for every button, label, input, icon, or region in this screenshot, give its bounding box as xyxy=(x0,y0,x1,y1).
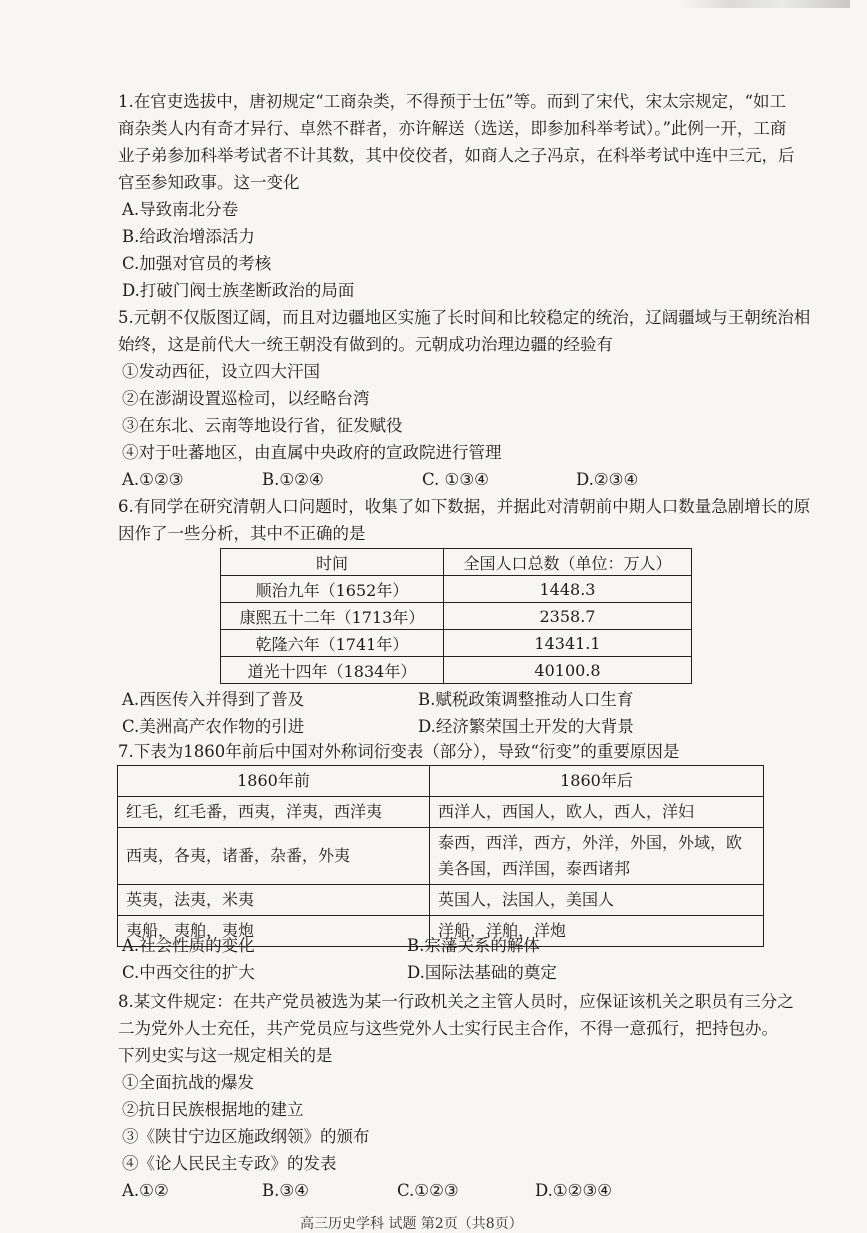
question-7-option-d: D.国际法基础的奠定 xyxy=(407,963,557,982)
question-8-item: ③《陕甘宁边区施政纲领》的颁布 xyxy=(122,1127,370,1146)
question-5-item: ④对于吐蕃地区，由直属中央政府的宣政院进行管理 xyxy=(122,443,502,462)
question-4-option-a: A.导致南北分卷 xyxy=(122,200,239,219)
question-5-stem-line: 5.元朝不仅版图辽阔，而且对边疆地区实施了长时间和比较稳定的统治，辽阔疆域与王朝统治相 xyxy=(118,308,811,327)
question-5-option-a: A.①②③ xyxy=(122,470,184,489)
question-7-option-a: A.社会性质的变化 xyxy=(122,936,255,955)
question-6-option-row xyxy=(118,686,818,713)
question-6-options xyxy=(118,686,818,740)
question-4-option-b: B.给政治增添活力 xyxy=(122,227,255,246)
table-header-row xyxy=(221,549,692,576)
question-4-stem-line: 业子弟参加科举考试者不计其数，其中佼佼者，如商人之子冯京，在科举考试中连中三元，后 xyxy=(118,146,795,165)
table-cell: 道光十四年（1834年） xyxy=(221,657,444,684)
question-6-option-b: B.赋税政策调整推动人口生育 xyxy=(418,690,634,709)
question-8-item: ②抗日民族根据地的建立 xyxy=(122,1100,304,1119)
table-cell: 泰西，西洋，西方，外洋，外国，外域，欧美各国，西洋国，泰西诸邦 xyxy=(430,828,764,885)
question-5-stem-line: 始终，这是前代大一统王朝没有做到的。元朝成功治理边疆的经验有 xyxy=(118,335,613,354)
question-5-option-d: D.②③④ xyxy=(576,470,639,489)
question-7-option-row xyxy=(118,959,818,986)
question-7-option-b: B.宗藩关系的解体 xyxy=(407,936,540,955)
table-cell: 2358.7 xyxy=(444,603,692,630)
table-header-row xyxy=(118,766,764,797)
question-8-item: ①全面抗战的爆发 xyxy=(122,1073,254,1092)
table-cell: 康熙五十二年（1713年） xyxy=(221,603,444,630)
question-5-item: ②在澎湖设置巡检司，以经略台湾 xyxy=(122,389,370,408)
question-7 xyxy=(118,738,818,765)
question-8-option-d: D.①②③④ xyxy=(535,1181,613,1200)
question-5-option-b: B.①②④ xyxy=(262,470,324,489)
question-4-stem-line: 商杂类人内有奇才异行、卓然不群者，亦许解送（选送，即参加科举考试）。”此例一开，工商 xyxy=(118,119,787,138)
question-7-options xyxy=(118,932,818,986)
question-7-stem-line: 7.下表为1860年前后中国对外称词衍变表（部分），导致“衍变”的重要原因是 xyxy=(118,742,680,761)
question-5-item: ①发动西征，设立四大汗国 xyxy=(122,362,320,381)
population-table xyxy=(220,548,692,684)
table-cell: 40100.8 xyxy=(444,657,692,684)
question-6-option-row xyxy=(118,713,818,740)
column-header: 1860年前 xyxy=(118,766,430,797)
question-8-options xyxy=(118,1177,818,1204)
page-footer: 高三历史学科 试题 第2页（共8页） xyxy=(300,1216,523,1232)
table-cell: 14341.1 xyxy=(444,630,692,657)
question-5-item: ③在东北、云南等地设行省，征发赋役 xyxy=(122,416,403,435)
table-cell: 西夷，各夷，诸番，杂番，外夷 xyxy=(118,828,430,885)
table-cell: 英夷，法夷，米夷 xyxy=(118,885,430,916)
table-cell: 红毛，红毛番，西夷，洋夷，西洋夷 xyxy=(118,797,430,828)
question-8-option-c: C.①②③ xyxy=(397,1181,459,1200)
table-row xyxy=(118,885,764,916)
column-header: 1860年后 xyxy=(430,766,764,797)
question-7-option-row xyxy=(118,932,818,959)
question-8-stem-line: 下列史实与这一规定相关的是 xyxy=(118,1046,333,1065)
question-6 xyxy=(118,493,818,547)
table-cell: 西洋人，西国人，欧人，西人，洋妇 xyxy=(430,797,764,828)
question-6-stem-line: 6.有同学在研究清朝人口问题时，收集了如下数据，并据此对清朝前中期人口数量急剧增长的原 xyxy=(118,497,811,516)
question-8-option-a: A.①② xyxy=(122,1181,169,1200)
question-4-option-d: D.打破门阀士族垄断政治的局面 xyxy=(122,281,355,300)
question-8-option-b: B.③④ xyxy=(262,1181,309,1200)
table-row xyxy=(221,657,692,684)
table-row xyxy=(118,797,764,828)
question-6-option-d: D.经济繁荣国土开发的大背景 xyxy=(418,717,634,736)
question-4-stem-line: 官至参知政事。这一变化 xyxy=(118,173,300,192)
table-row xyxy=(118,828,764,885)
table-cell: 夷船，夷舶，夷炮 xyxy=(118,916,430,947)
question-4 xyxy=(118,88,818,304)
table-cell: 洋船，洋舶，洋炮 xyxy=(430,916,764,947)
question-6-option-a: A.西医传入并得到了普及 xyxy=(122,690,305,709)
question-8-stem-line: 8.某文件规定：在共产党员被选为某一行政机关之主管人员时，应保证该机关之职员有三分之 xyxy=(118,992,794,1011)
question-5-option-c: C. ①③④ xyxy=(422,470,489,489)
question-8-stem-line: 二为党外人士充任，共产党员应与这些党外人士实行民主合作，不得一意孤行，把持包办。 xyxy=(118,1019,778,1038)
question-6-stem-line: 因作了一些分析，其中不正确的是 xyxy=(118,524,366,543)
scan-artifact xyxy=(680,0,850,8)
question-8 xyxy=(118,988,818,1204)
question-5-options xyxy=(118,466,818,493)
question-4-option-c: C.加强对官员的考核 xyxy=(122,254,272,273)
table-cell: 英国人，法国人，美国人 xyxy=(430,885,764,916)
column-header: 时间 xyxy=(221,549,444,576)
question-4-stem-line: 1.在官吏选拔中，唐初规定“工商杂类，不得预于士伍”等。而到了宋代，宋太宗规定，“如工 xyxy=(118,92,787,111)
question-8-item: ④《论人民民主专政》的发表 xyxy=(122,1154,337,1173)
table-cell: 乾隆六年（1741年） xyxy=(221,630,444,657)
question-7-option-c: C.中西交往的扩大 xyxy=(122,963,255,982)
question-6-option-c: C.美洲高产农作物的引进 xyxy=(122,717,305,736)
table-row xyxy=(221,630,692,657)
column-header: 全国人口总数（单位：万人） xyxy=(444,549,692,576)
table-row xyxy=(221,576,692,603)
table-row xyxy=(221,603,692,630)
table-cell: 1448.3 xyxy=(444,576,692,603)
table-cell: 顺治九年（1652年） xyxy=(221,576,444,603)
term-evolution-table xyxy=(117,765,764,947)
question-5 xyxy=(118,304,818,493)
